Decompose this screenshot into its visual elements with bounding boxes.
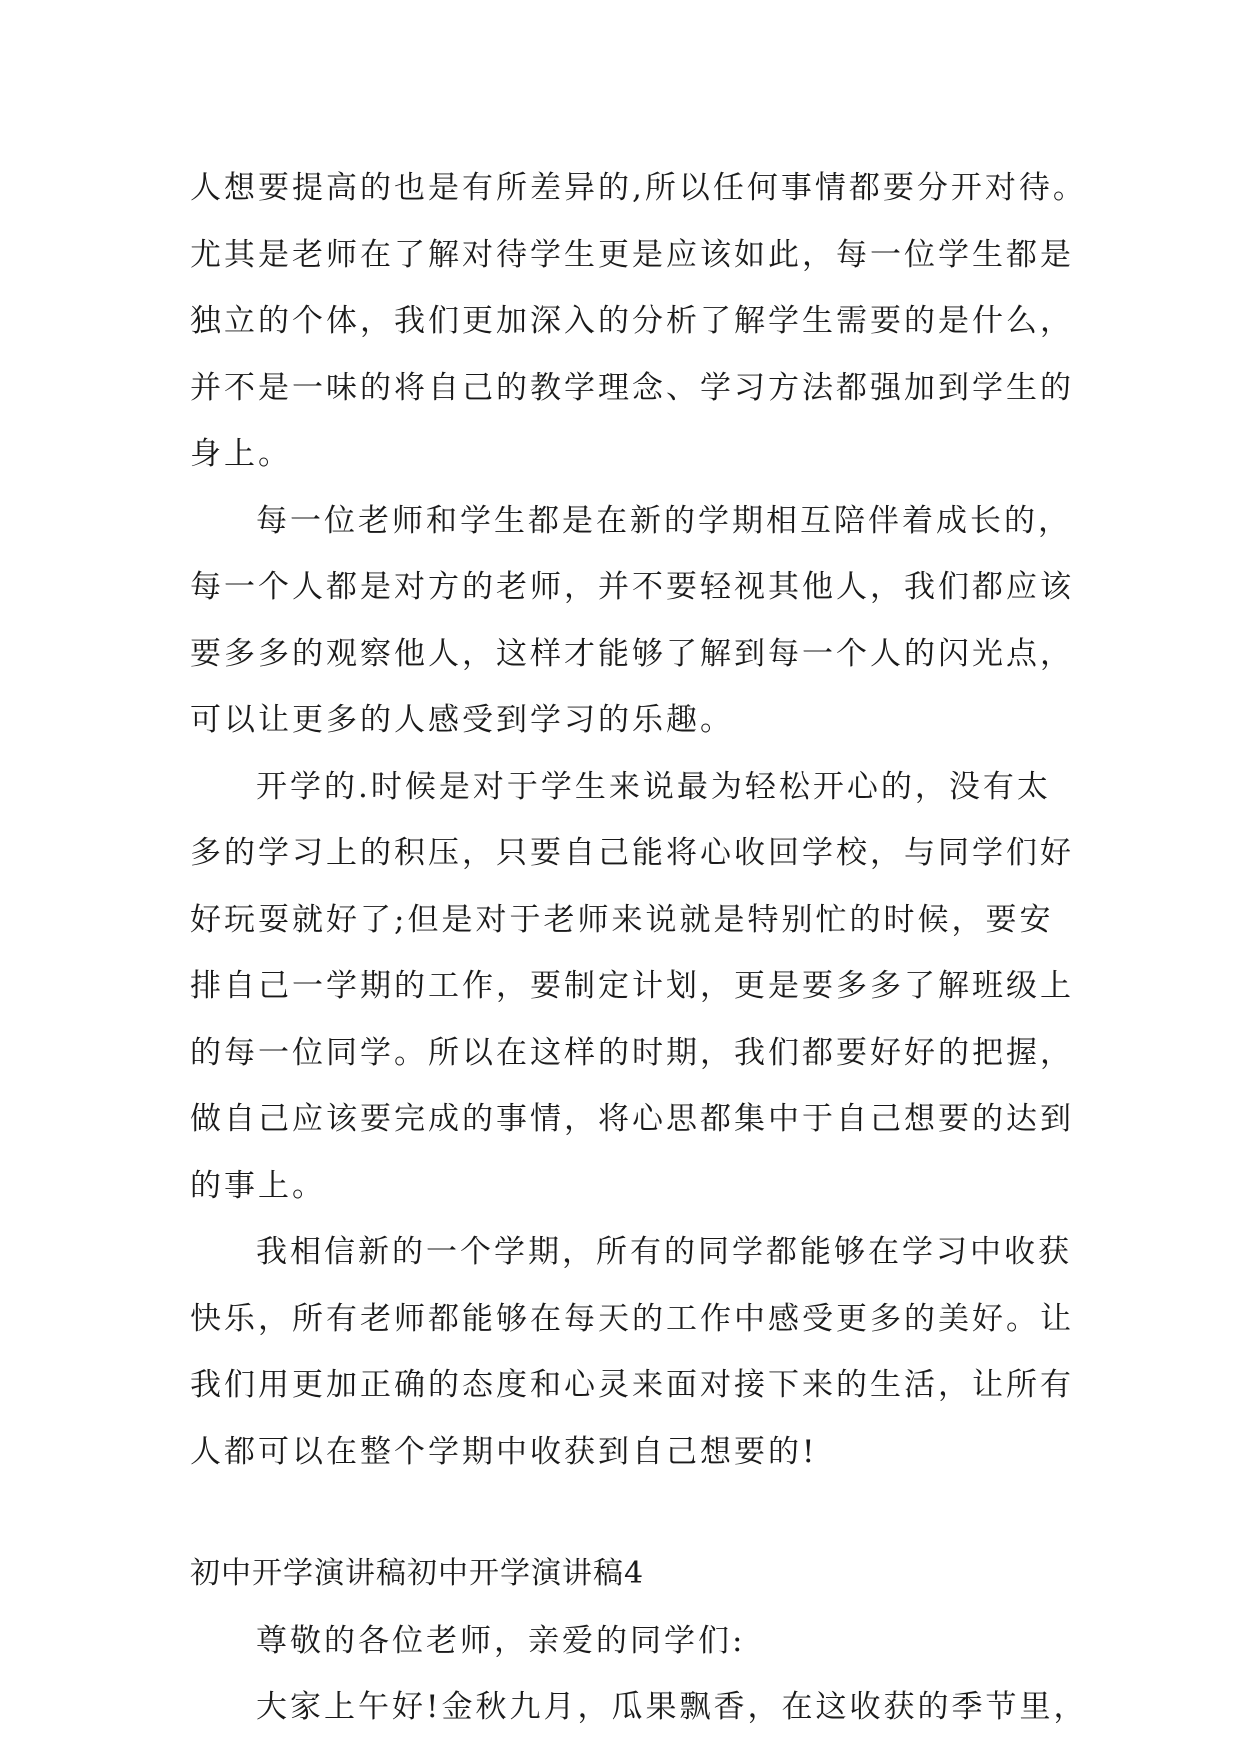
text-line: 人都可以在整个学期中收获到自己想要的!: [190, 1433, 818, 1470]
text-line: 并不是一味的将自己的教学理念、学习方法都强加到学生的: [190, 369, 1074, 406]
paragraph-2: [190, 488, 1090, 754]
text-line: 人想要提高的也是有所差异的,所以任何事情都要分开对待。: [190, 170, 1087, 206]
text-line: 身上。: [190, 436, 292, 472]
text-line: 的每一位同学。所以在这样的时期，我们都要好好的把握，: [190, 1034, 1074, 1071]
text-line: 独立的个体，我们更加深入的分析了解学生需要的是什么，: [190, 303, 1074, 339]
text-line: 要多多的观察他人，这样才能够了解到每一个人的闪光点，: [190, 635, 1074, 672]
text-line: 排自己一学期的工作，要制定计划，更是要多多了解班级上: [190, 968, 1074, 1004]
paragraph-1: [190, 155, 1090, 488]
section-gap: [190, 1485, 1090, 1541]
text-line: 做自己应该要完成的事情，将心思都集中于自己想要的达到: [190, 1101, 1074, 1137]
paragraph-3: [190, 754, 1090, 1220]
text-line: 我们用更加正确的态度和心灵来面对接下来的生活，让所有: [190, 1367, 1074, 1403]
text-line: 的事上。: [190, 1167, 326, 1204]
text-line: 每一个人都是对方的老师，并不要轻视其他人，我们都应该: [190, 569, 1074, 605]
section-title: 初中开学演讲稿初中开学演讲稿4: [190, 1556, 645, 1591]
greeting-line: 尊敬的各位老师，亲爱的同学们:: [256, 1622, 746, 1659]
text-line: 尤其是老师在了解对待学生更是应该如此，每一位学生都是: [190, 236, 1074, 273]
opening-line: 大家上午好!金秋九月，瓜果飘香，在这收获的季节里，: [256, 1689, 1088, 1725]
text-line: 我相信新的一个学期，所有的同学都能够在学习中收获: [256, 1234, 1072, 1270]
text-line: 开学的.时候是对于学生来说最为轻松开心的，没有太: [256, 768, 1051, 805]
text-line: 每一位老师和学生都是在新的学期相互陪伴着成长的，: [256, 502, 1072, 539]
text-line: 快乐，所有老师都能够在每天的工作中感受更多的美好。让: [190, 1300, 1074, 1337]
text-line: 好玩耍就好了;但是对于老师来说就是特别忙的时候，要安: [190, 901, 1054, 938]
text-line: 多的学习上的积压，只要自己能将心收回学校，与同学们好: [190, 835, 1074, 871]
text-line: 可以让更多的人感受到学习的乐趣。: [190, 702, 734, 738]
document-body: [190, 155, 1090, 1741]
paragraph-4: [190, 1219, 1090, 1485]
